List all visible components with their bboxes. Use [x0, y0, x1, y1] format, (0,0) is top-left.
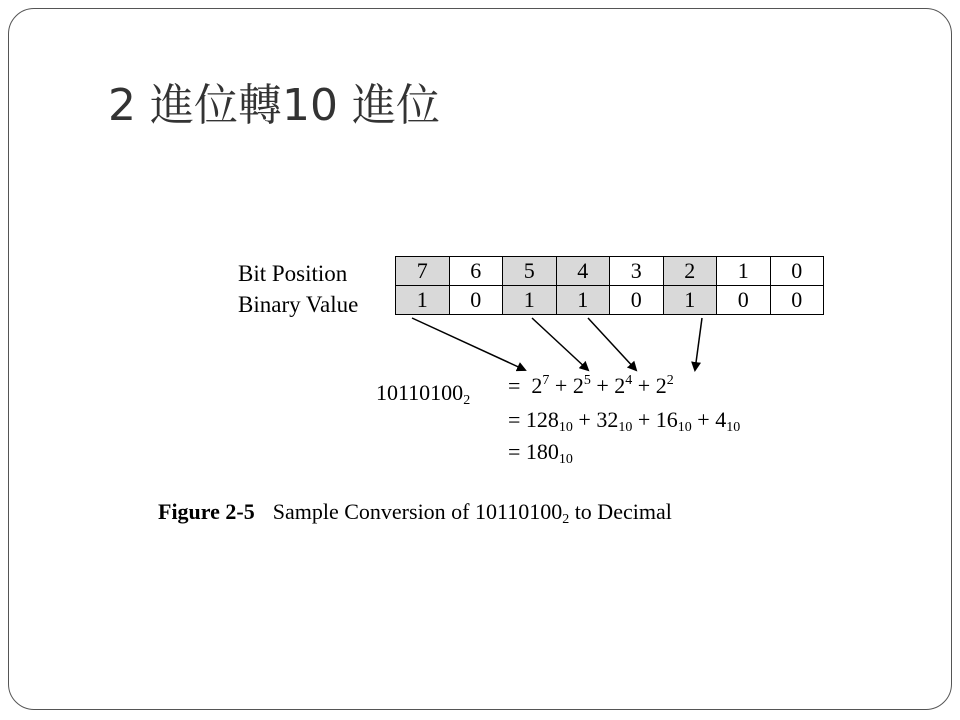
bit-position-cell: 0	[770, 257, 824, 286]
bit-position-cell: 5	[503, 257, 557, 286]
arrow-bit-2	[695, 318, 702, 370]
slide-title: 2 進位轉10 進位	[108, 80, 440, 131]
bit-position-cell: 3	[610, 257, 664, 286]
equation-line-3: = $180_{10}$	[508, 439, 573, 467]
figure-caption-text: Sample Conversion of 10110100	[272, 499, 563, 524]
binary-value-cell: 0	[717, 286, 771, 315]
bit-position-cell: 1	[717, 257, 771, 286]
binary-value-cell: 1	[503, 286, 557, 315]
arrow-bit-4	[588, 318, 636, 370]
equation-line-1: = $2^7 + 2^5 + 2^4 + 2^2$	[508, 373, 674, 398]
binary-value-cell: 0	[770, 286, 824, 315]
equation-lhs: $10110100_2$	[376, 380, 471, 408]
equation-line-2: = $128_{10} + 32_{10} + 16_{10} + 4_{10}$	[508, 407, 741, 435]
bit-position-cell: 7	[396, 257, 450, 286]
binary-value-cell: 0	[610, 286, 664, 315]
binary-value-cell: 1	[556, 286, 610, 315]
binary-value-cell: 1	[663, 286, 717, 315]
binary-value-cell: 0	[449, 286, 503, 315]
figure-caption: Figure 2-5 Sample Conversion of $10110100_2$ to Decimal	[158, 499, 672, 527]
arrow-bit-5	[532, 318, 588, 370]
row-label-binary-value: Binary Value	[238, 292, 359, 317]
binary-value-cell: 1	[396, 286, 450, 315]
figure-caption-label: Figure 2-5	[158, 499, 255, 524]
bit-position-cell: 2	[663, 257, 717, 286]
row-label-bit-position: Bit Position	[238, 261, 348, 286]
bit-position-cell: 6	[449, 257, 503, 286]
arrow-bit-7	[412, 318, 525, 370]
bit-position-cell: 4	[556, 257, 610, 286]
